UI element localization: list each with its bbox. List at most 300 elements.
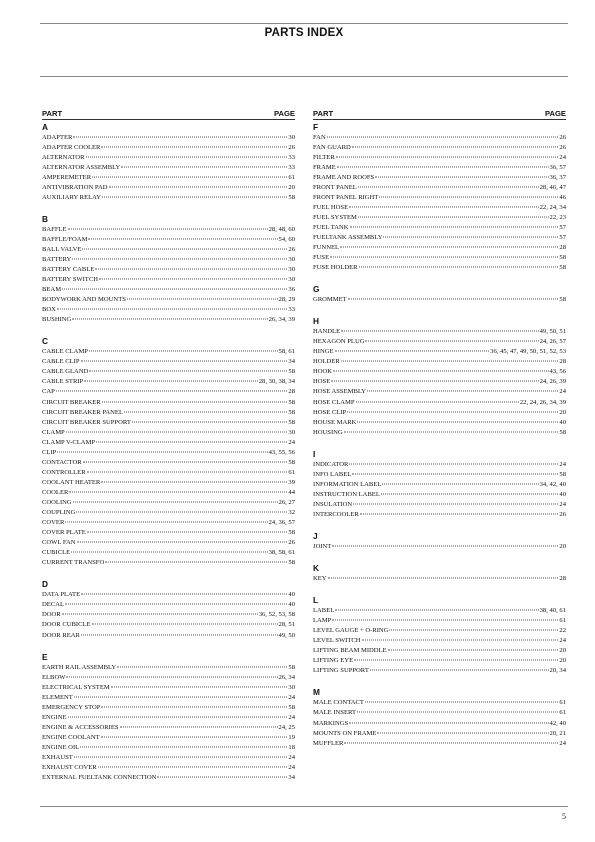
part-name: DOOR CUBICLE (42, 621, 91, 629)
part-name: DATA PLATE (42, 591, 81, 599)
index-entry (42, 508, 295, 518)
index-entry (42, 538, 295, 548)
section-letter: C (42, 336, 48, 347)
part-name: JOINT (313, 543, 332, 550)
part-name: LIFTING SUPPORT (313, 667, 369, 675)
part-name: EXHAUST (42, 753, 73, 761)
dot-leader (365, 702, 558, 703)
part-name: COWL FAN (42, 539, 76, 547)
index-entry (313, 460, 566, 470)
index-entry (42, 163, 295, 173)
page-numbers: 33 (288, 306, 295, 314)
section-letter: D (42, 579, 48, 590)
index-entry (313, 510, 566, 520)
dot-leader (352, 473, 558, 474)
part-name: LIFTING EYE (313, 657, 354, 665)
dot-leader (109, 186, 288, 187)
dot-leader (71, 552, 267, 553)
part-name: FUSE HOLDER (313, 264, 358, 272)
part-name: DOOR (42, 611, 61, 619)
index-entry (313, 408, 566, 418)
page-numbers: 58 (288, 703, 295, 711)
dot-leader (375, 176, 548, 177)
dot-leader (68, 228, 268, 229)
page-numbers: 58 (288, 408, 295, 416)
part-name: ADAPTER COOLER (42, 143, 101, 151)
index-entry (313, 387, 566, 397)
dot-leader (95, 269, 287, 270)
dot-leader (349, 463, 558, 464)
part-name: CABLE GLAND (42, 368, 89, 376)
page-numbers: 28, 30, 38, 34 (258, 378, 295, 386)
dot-leader (102, 401, 288, 402)
index-entry (42, 305, 295, 315)
dot-leader (57, 451, 267, 452)
page-numbers: 24 (559, 500, 566, 508)
part-name: HOSE CLAMP (313, 398, 355, 406)
part-name: FAN GUARD (313, 143, 351, 151)
part-name: ALTERNATOR ASSEMBLY (42, 163, 121, 171)
page-numbers: 30 (288, 255, 295, 263)
index-entry (42, 387, 295, 397)
page-numbers: 20 (559, 408, 566, 416)
dot-leader (74, 756, 288, 757)
part-name: CABLE CLIP (42, 358, 80, 366)
page-numbers: 28, 48, 60 (268, 225, 295, 233)
page-numbers: 24 (288, 764, 295, 772)
page-numbers: 39 (288, 478, 295, 486)
index-entry (42, 743, 295, 753)
page-numbers: 22, 24, 34 (539, 203, 566, 211)
part-name: CAP (42, 388, 55, 396)
dot-leader (357, 421, 558, 422)
page-numbers: 54, 60 (278, 235, 295, 243)
index-entry (313, 263, 566, 273)
part-name: AUXILIARY RELAY (42, 193, 102, 201)
dot-leader (381, 493, 559, 494)
part-name: FUEL SYSTEM (313, 213, 357, 221)
part-name: COUPLING (42, 509, 76, 517)
part-name: HOSE ASSEMBLY (313, 388, 367, 396)
part-name: GROMMET (313, 296, 347, 304)
part-name: HANDLE (313, 328, 341, 336)
index-entry (313, 233, 566, 243)
part-name: COOLER (42, 488, 69, 496)
part-name: BAFFLE (42, 225, 67, 233)
part-name: INFORMATION LABEL (313, 480, 382, 488)
section-letter: H (313, 316, 319, 327)
part-name: BATTERY SWITCH (42, 276, 98, 284)
part-name: KEY (313, 575, 327, 583)
part-name: COVER (42, 519, 65, 527)
index-entry (42, 498, 295, 508)
part-name: ENGINE & ACCESSORIES (42, 723, 119, 731)
index-entry (313, 606, 566, 616)
part-name: INFO LABEL (313, 470, 352, 478)
page-numbers: 34 (288, 358, 295, 366)
dot-leader (341, 361, 559, 362)
page-numbers: 24, 36, 57 (268, 519, 295, 527)
index-entry (313, 470, 566, 480)
page-numbers: 58 (288, 529, 295, 537)
page-numbers: 24 (288, 713, 295, 721)
index-entry (313, 193, 566, 203)
index-entry (313, 626, 566, 636)
page-numbers: 28 (288, 388, 295, 396)
part-name: HOUSING (313, 428, 343, 436)
part-name: FAN (313, 133, 326, 141)
page-numbers: 24 (559, 388, 566, 396)
dot-leader (365, 341, 538, 342)
page-numbers: 49, 50 (278, 631, 295, 639)
dot-leader (341, 331, 539, 332)
page-numbers: 38, 40, 61 (539, 607, 566, 615)
part-name: CABLE CLAMP (42, 348, 88, 356)
dot-leader (382, 483, 538, 484)
section-letter: I (313, 448, 316, 459)
dot-leader (86, 156, 288, 157)
part-name: CUBICLE (42, 549, 71, 557)
index-entry (42, 693, 295, 703)
part-header: PART (313, 109, 334, 118)
dot-leader (353, 503, 558, 504)
top-rule (40, 23, 568, 24)
dot-leader (331, 381, 538, 382)
index-entry (42, 528, 295, 538)
index-entry (313, 739, 566, 749)
dot-leader (62, 614, 258, 615)
dot-leader (87, 471, 288, 472)
page-numbers: 22 (559, 627, 566, 635)
dot-leader (111, 686, 288, 687)
page-numbers: 26 (559, 133, 566, 141)
index-entry (313, 636, 566, 646)
index-entry (42, 438, 295, 448)
dot-leader (80, 746, 287, 747)
part-name: BALL VALVE (42, 245, 82, 253)
part-name: EXTERNAL FUELTANK CONNECTION (42, 774, 157, 782)
page-numbers: 18 (288, 743, 295, 751)
part-name: ANTIVIBRATION PAD (42, 183, 108, 191)
section-letter: J (313, 531, 318, 541)
part-name: COVER PLATE (42, 529, 86, 537)
index-entry (42, 448, 295, 458)
dot-leader (332, 620, 558, 621)
dot-leader (389, 630, 558, 631)
page-numbers: 40 (559, 418, 566, 426)
part-name: HOSE CLIP (313, 408, 347, 416)
page-numbers: 58 (288, 559, 295, 567)
page-numbers: 28, 46, 47 (539, 183, 566, 191)
dot-leader (82, 248, 287, 249)
part-name: ELEMENT (42, 693, 73, 701)
part-name: CONTACTOR (42, 458, 82, 466)
part-name: HEXAGON PLUG (313, 338, 365, 346)
dot-leader (356, 401, 519, 402)
dot-leader (66, 676, 277, 677)
dot-leader (127, 299, 278, 300)
dot-leader (349, 206, 539, 207)
part-name: EARTH RAIL ASSEMBLY (42, 663, 117, 671)
dot-leader (379, 196, 558, 197)
dot-leader (377, 732, 548, 733)
dot-leader (362, 640, 559, 641)
index-groups (313, 122, 566, 749)
dot-leader (340, 247, 558, 248)
page-numbers: 24 (559, 460, 566, 468)
index-entry (313, 500, 566, 510)
page-numbers: 36 (288, 286, 295, 294)
dot-leader (357, 712, 558, 713)
index-entry (313, 398, 566, 408)
dot-leader (132, 421, 288, 422)
dot-leader (98, 767, 288, 768)
part-name: AMPEREMETER (42, 173, 92, 181)
page-number: 5 (562, 812, 566, 821)
index-entry (313, 616, 566, 626)
group-spacer (313, 584, 566, 595)
section-letter: A (42, 121, 48, 132)
part-name: INDICATOR (313, 460, 349, 468)
dot-leader (360, 513, 559, 514)
index-entry (313, 574, 566, 584)
index-entry (42, 367, 295, 377)
page-numbers: 30 (288, 428, 295, 436)
dot-leader (65, 522, 267, 523)
part-name: MALE CONTACT (313, 699, 364, 707)
part-name: FUEL HOSE (313, 203, 349, 211)
part-name: FRONT PANEL RIGHT (313, 193, 379, 201)
page-numbers: 57 (559, 233, 566, 241)
page-numbers: 36, 45, 47, 49, 50, 51, 52, 53 (490, 348, 566, 356)
dot-leader (124, 411, 287, 412)
part-name: FUEL TANK (313, 223, 349, 231)
dot-leader (83, 461, 288, 462)
dot-leader (383, 236, 558, 237)
part-name: HOSE (313, 378, 331, 386)
part-name: CABLE STRIP (42, 378, 84, 386)
part-name: INTERCOOLER (313, 510, 359, 518)
index-entry (42, 600, 295, 610)
page-numbers: 28, 51 (278, 621, 295, 629)
index-entry (42, 235, 295, 245)
index-entry (42, 773, 295, 783)
index-entry (42, 458, 295, 468)
index-entry (42, 295, 295, 305)
dot-leader (73, 502, 278, 503)
dot-leader (89, 371, 287, 372)
index-entry (42, 193, 295, 203)
page-numbers: 33 (288, 153, 295, 161)
page-header: PAGE (274, 109, 295, 118)
index-entry (42, 408, 295, 418)
page-numbers: 34, 42, 40 (539, 480, 566, 488)
index-entry (313, 327, 566, 337)
index-entry (42, 133, 295, 143)
index-entry (313, 163, 566, 173)
index-entry (313, 357, 566, 367)
dot-leader (330, 257, 558, 258)
index-entry (313, 719, 566, 729)
page-numbers: 42, 40 (549, 719, 566, 727)
index-entry (42, 428, 295, 438)
index-entry (42, 723, 295, 733)
page-header: PAGE (545, 109, 566, 118)
page-numbers: 24 (559, 637, 566, 645)
part-header: PART (42, 109, 63, 118)
page-numbers: 40 (559, 490, 566, 498)
part-name: HOUSE MARK (313, 418, 357, 426)
index-entry (313, 666, 566, 676)
index-entry (42, 590, 295, 600)
group-spacer (313, 676, 566, 687)
dot-leader (120, 726, 278, 727)
group-spacer (42, 325, 295, 336)
index-entry (313, 646, 566, 656)
index-column-right (313, 108, 566, 749)
part-name: LIFTING BEAM MIDDLE (313, 647, 387, 655)
page-numbers: 24, 25 (278, 723, 295, 731)
page-numbers: 24 (288, 753, 295, 761)
group-spacer (42, 203, 295, 214)
page-numbers: 58 (559, 470, 566, 478)
part-name: FUSE (313, 254, 330, 262)
part-name: ELBOW (42, 673, 66, 681)
page-numbers: 28 (559, 244, 566, 252)
index-entry (42, 703, 295, 713)
page-numbers: 33 (288, 163, 295, 171)
dot-leader (66, 431, 288, 432)
dot-leader (65, 604, 287, 605)
index-entry (42, 548, 295, 558)
dot-leader (344, 742, 558, 743)
section-letter: G (313, 284, 320, 295)
dot-leader (81, 361, 288, 362)
part-name: HOOK (313, 368, 333, 376)
dot-leader (89, 351, 278, 352)
part-name: ALTERNATOR (42, 153, 85, 161)
index-entry (313, 337, 566, 347)
index-entry (313, 347, 566, 357)
index-entry (313, 153, 566, 163)
page-numbers: 26 (559, 143, 566, 151)
index-entry (42, 173, 295, 183)
page-numbers: 30 (288, 133, 295, 141)
dot-leader (81, 634, 278, 635)
dot-leader (96, 441, 287, 442)
page-numbers: 30 (288, 276, 295, 284)
page-numbers: 32 (288, 509, 295, 517)
page-numbers: 28 (559, 358, 566, 366)
index-entry (313, 480, 566, 490)
index-entry (42, 713, 295, 723)
page-numbers: 36, 57 (549, 163, 566, 171)
page-numbers: 61 (559, 709, 566, 717)
part-name: BEAM (42, 286, 62, 294)
dot-leader (101, 146, 287, 147)
dot-leader (92, 176, 287, 177)
dot-leader (57, 309, 287, 310)
dot-leader (335, 351, 490, 352)
page-numbers: 20 (288, 183, 295, 191)
page-numbers: 58 (288, 663, 295, 671)
index-entry (313, 377, 566, 387)
part-name: CURRENT TRANSFO (42, 559, 105, 567)
dot-leader (76, 512, 287, 513)
index-entry (42, 478, 295, 488)
page-numbers: 58 (288, 193, 295, 201)
page-numbers: 30 (288, 683, 295, 691)
index-entry (313, 213, 566, 223)
index-entry (42, 610, 295, 620)
dot-leader (69, 491, 287, 492)
dot-leader (337, 166, 549, 167)
page-numbers: 58 (559, 254, 566, 262)
page-numbers: 61 (559, 699, 566, 707)
index-entry (313, 183, 566, 193)
index-entry (42, 357, 295, 367)
page-numbers: 36, 37 (549, 173, 566, 181)
page-numbers: 20 (559, 543, 566, 550)
index-entry (42, 673, 295, 683)
index-entry (313, 133, 566, 143)
page-numbers: 24, 26, 39 (539, 378, 566, 386)
page-title: PARTS INDEX (264, 27, 344, 39)
index-entry (42, 377, 295, 387)
part-name: MALE INSERT (313, 709, 357, 717)
index-entry (313, 253, 566, 263)
index-entry (42, 255, 295, 265)
page-numbers: 20, 21 (549, 729, 566, 737)
dot-leader (332, 546, 558, 547)
dot-leader (121, 166, 287, 167)
part-name: CIRCUIT BREAKER SUPPORT (42, 418, 131, 426)
index-entry (42, 245, 295, 255)
dot-leader (101, 481, 287, 482)
page-numbers: 30 (288, 266, 295, 274)
index-entry (42, 315, 295, 325)
page-numbers: 58 (559, 264, 566, 272)
dot-leader (388, 650, 559, 651)
part-name: ENGINE (42, 713, 67, 721)
part-name: BOX (42, 306, 56, 314)
page-numbers: 20, 34 (549, 667, 566, 675)
index-entry (42, 153, 295, 163)
index-entry (42, 275, 295, 285)
dot-leader (350, 226, 559, 227)
part-name: FUNNEL (313, 244, 340, 252)
part-name: FUELTANK ASSEMBLY (313, 233, 383, 241)
footer-rule (40, 806, 568, 807)
dot-leader (354, 660, 558, 661)
header-rule (40, 76, 568, 77)
part-name: ENGINE COOLANT (42, 733, 100, 741)
part-name: CIRCUIT BREAKER PANEL (42, 408, 123, 416)
part-name: BAFFLE/FOAM (42, 235, 88, 243)
part-name: INSTRUCTION LABEL (313, 490, 380, 498)
index-entry (42, 488, 295, 498)
part-name: FRAME AND ROOFS (313, 173, 375, 181)
part-name: EMERGENCY STOP (42, 703, 101, 711)
part-name: BODYWORK AND MOUNTS (42, 296, 126, 304)
page-numbers: 26, 34, 39 (268, 316, 295, 324)
page-numbers: 22, 23 (549, 213, 566, 221)
dot-leader (327, 136, 559, 137)
group-spacer (313, 273, 566, 284)
dot-leader (92, 624, 278, 625)
index-entry (42, 733, 295, 743)
part-name: COOLANT HEATER (42, 478, 101, 486)
